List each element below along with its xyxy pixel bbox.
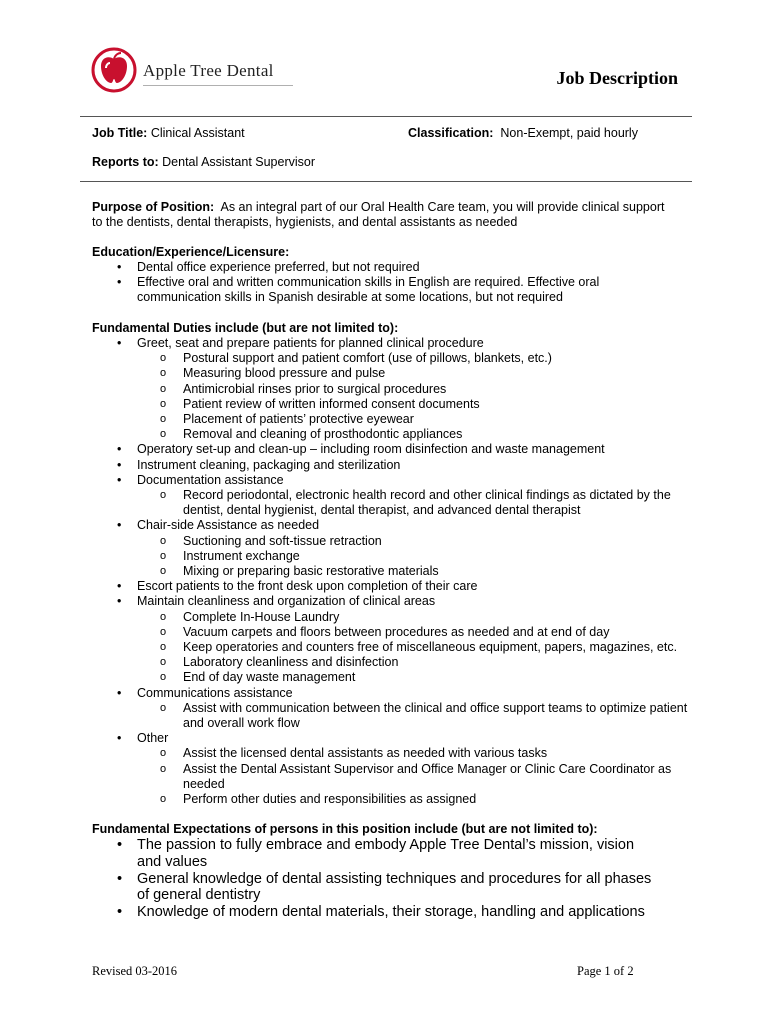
- classification-label: Classification:: [408, 126, 494, 140]
- duty-subitem: o Antimicrobial rinses prior to surgical procedures: [92, 382, 690, 397]
- header-divider: [80, 116, 692, 117]
- education-list: [92, 260, 612, 306]
- duty-subitem: o Perform other duties and responsibilities as assigned: [92, 792, 690, 807]
- brand-name: Apple Tree Dental: [143, 61, 274, 80]
- document-title: Job Description: [556, 68, 678, 88]
- purpose-text-1: As an integral part of our Oral Health Care team, you will provide clinical support: [220, 200, 665, 214]
- duty-subitem: o Instrument exchange: [92, 549, 690, 564]
- purpose-text-2: to the dentists, dental therapists, hygienists, and dental assistants as needed: [92, 215, 518, 229]
- duty-subitem: o Assist the Dental Assistant Supervisor and Office Manager or Clinic Care Coordinator as needed: [92, 762, 690, 792]
- info-divider: [80, 181, 692, 182]
- job-title-row: [92, 126, 245, 141]
- duty-subitem: o Removal and cleaning of prosthodontic appliances: [92, 427, 690, 442]
- logo-divider: [143, 85, 293, 86]
- purpose-section: [92, 200, 692, 230]
- duty-item: • Instrument cleaning, packaging and sterilization: [92, 458, 690, 473]
- duty-item: • Maintain cleanliness and organization of clinical areas: [92, 594, 690, 609]
- duty-subitem: o Assist with communication between the clinical and office support teams to optimize patient and overall work flow: [92, 701, 690, 731]
- duty-subitem: o Patient review of written informed consent documents: [92, 397, 690, 412]
- apple-tooth-icon: [90, 46, 138, 94]
- duty-item: • Communications assistance: [92, 686, 690, 701]
- page-number: Page 1 of 2: [577, 964, 634, 978]
- duty-subitem: o Complete In-House Laundry: [92, 610, 690, 625]
- expectations-heading: Fundamental Expectations of persons in this position include (but are not limited to):: [92, 822, 598, 836]
- education-item: • Effective oral and written communication skills in English are required. Effective oral communication skills in Spanish desirable at some locations, but not required: [92, 275, 612, 305]
- duty-item: • Escort patients to the front desk upon completion of their care: [92, 579, 690, 594]
- duty-subitem: o Postural support and patient comfort (use of pillows, blankets, etc.): [92, 351, 690, 366]
- company-logo: [90, 44, 300, 96]
- duty-subitem: o Vacuum carpets and floors between procedures as needed and at end of day: [92, 625, 690, 640]
- reports-to-label: Reports to:: [92, 155, 159, 169]
- duty-item: • Operatory set-up and clean-up – including room disinfection and waste management: [92, 442, 690, 457]
- duty-subitem: o End of day waste management: [92, 670, 690, 685]
- duty-item: • Chair-side Assistance as needed: [92, 518, 690, 533]
- expectations-section: [92, 822, 692, 921]
- classification-row: [408, 126, 638, 141]
- education-item: • Dental office experience preferred, but not required: [92, 260, 612, 275]
- duty-subitem: o Placement of patients’ protective eyewear: [92, 412, 690, 427]
- duties-list: [92, 336, 690, 807]
- duty-subitem: o Keep operatories and counters free of miscellaneous equipment, papers, magazines, etc.: [92, 640, 690, 655]
- duty-subitem: o Laboratory cleanliness and disinfection: [92, 655, 690, 670]
- duty-subitem: o Record periodontal, electronic health record and other clinical findings as dictated by the dentist, dental hygienist, dental therapist, and advanced dental therapist: [92, 488, 690, 518]
- duty-subitem: o Assist the licensed dental assistants as needed with various tasks: [92, 746, 690, 761]
- duty-item: • Greet, seat and prepare patients for planned clinical procedure: [92, 336, 690, 351]
- duty-subitem: o Suctioning and soft-tissue retraction: [92, 534, 690, 549]
- expectation-item: • Knowledge of modern dental materials, their storage, handling and applications: [92, 904, 652, 921]
- revised-date: Revised 03-2016: [92, 964, 178, 978]
- duty-subitem: o Mixing or preparing basic restorative materials: [92, 564, 690, 579]
- duties-section: [92, 321, 692, 807]
- reports-to-row: [92, 155, 315, 170]
- duty-item: • Documentation assistance: [92, 473, 690, 488]
- expectation-item: • General knowledge of dental assisting techniques and procedures for all phases of general dentistry: [92, 871, 652, 905]
- education-heading: Education/Experience/Licensure:: [92, 245, 290, 259]
- expectation-item: • The passion to fully embrace and embody Apple Tree Dental’s mission, vision and values: [92, 837, 652, 871]
- duty-subitem: o Measuring blood pressure and pulse: [92, 366, 690, 381]
- purpose-label: Purpose of Position:: [92, 200, 215, 214]
- education-section: [92, 245, 692, 306]
- classification-value: Non-Exempt, paid hourly: [500, 126, 638, 140]
- expectations-list: [92, 837, 652, 921]
- job-title-label: Job Title:: [92, 126, 148, 140]
- job-title-value: Clinical Assistant: [150, 126, 245, 140]
- duty-item: • Other: [92, 731, 690, 746]
- duties-heading: Fundamental Duties include (but are not limited to):: [92, 321, 399, 335]
- reports-to-value: Dental Assistant Supervisor: [162, 155, 316, 169]
